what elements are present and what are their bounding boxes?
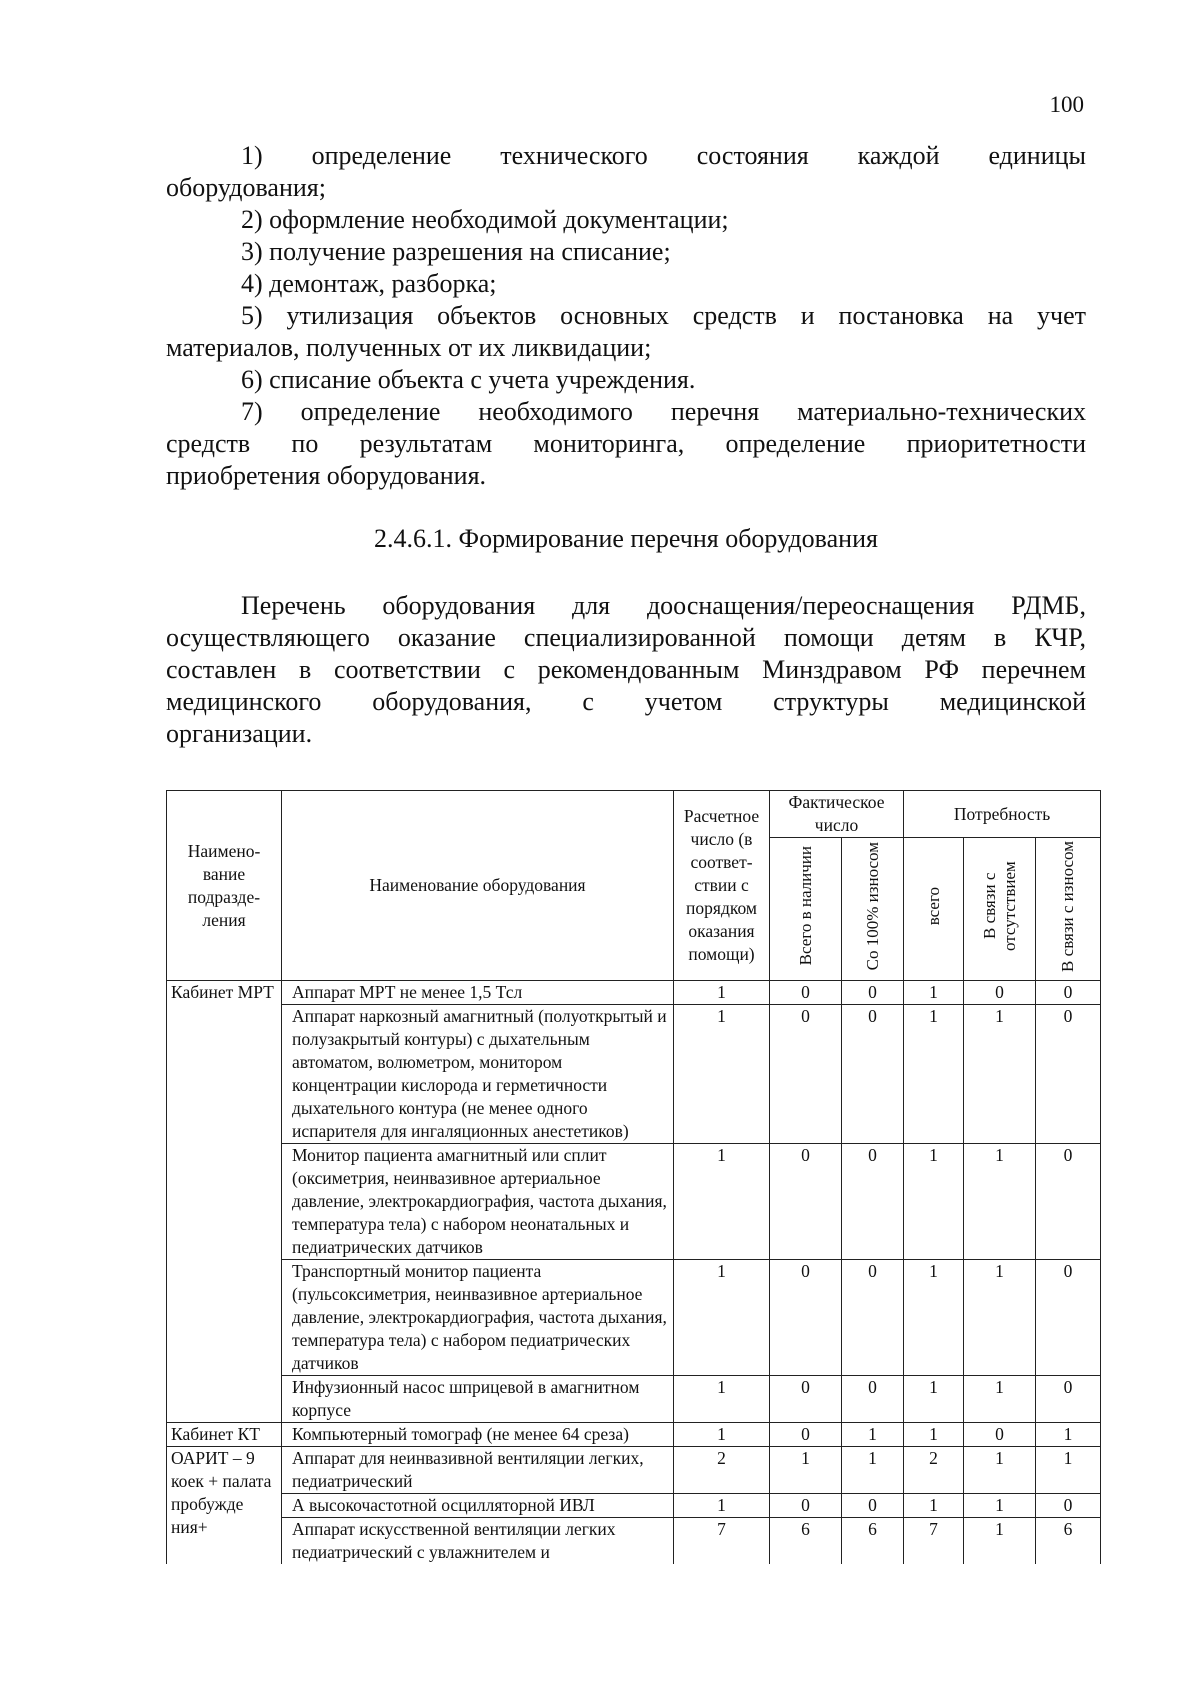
intro-paragraph xyxy=(166,590,1086,750)
list-item-line: 6) списание объекта с учета учреждения. xyxy=(241,365,696,394)
calc-cell: 1 xyxy=(674,1494,770,1518)
calc-cell: 1 xyxy=(674,1376,770,1423)
wear-cell: 0 xyxy=(1036,1260,1101,1376)
equipment-name: Компьютерный томограф (не менее 64 среза) xyxy=(282,1423,674,1447)
wear-cell: 0 xyxy=(1036,1144,1101,1260)
header-actual-total-text: Всего в наличии xyxy=(795,846,815,966)
division-cell: Кабинет МРТ xyxy=(167,981,282,1423)
header-need-wear xyxy=(1036,838,1101,981)
table-row xyxy=(167,1447,1101,1494)
header-need: Потребность xyxy=(904,791,1101,838)
wear-cell: 0 xyxy=(1036,1376,1101,1423)
equipment-name: А высокочастотной осцилляторной ИВЛ xyxy=(282,1494,674,1518)
need-cell: 1 xyxy=(904,1376,964,1423)
have-cell: 1 xyxy=(770,1447,842,1494)
header-division: Наимено-вание подразде-ления xyxy=(167,791,282,981)
header-calculated: Расчетное число (в соответ-ствии с порядком оказания помощи) xyxy=(674,791,770,981)
table-row xyxy=(167,981,1101,1005)
worn-cell: 0 xyxy=(842,1376,904,1423)
equipment-name: Монитор пациента амагнитный или сплит (оксиметрия, неинвазивное артериальное давление, электрокардиография, частота дыхания, температура тела) с набором неонатальных и педиатрических датчиков xyxy=(282,1144,674,1260)
need-cell: 1 xyxy=(904,981,964,1005)
wear-cell: 0 xyxy=(1036,981,1101,1005)
worn-cell: 6 xyxy=(842,1518,904,1565)
worn-cell: 1 xyxy=(842,1447,904,1494)
have-cell: 0 xyxy=(770,1005,842,1144)
list-item-line: оборудования; xyxy=(166,173,326,202)
table-row xyxy=(167,1376,1101,1423)
need-cell: 2 xyxy=(904,1447,964,1494)
table-row xyxy=(167,1423,1101,1447)
absent-cell: 1 xyxy=(964,1518,1036,1565)
header-actual-worn-text: Со 100% износом xyxy=(862,841,882,971)
need-cell: 1 xyxy=(904,1005,964,1144)
list-item-line: 4) демонтаж, разборка; xyxy=(241,269,497,298)
list-item-5 xyxy=(166,300,1086,364)
have-cell: 0 xyxy=(770,1423,842,1447)
intro-line: составлен в соответствии с рекомендованным Минздравом РФ перечнем xyxy=(166,655,1086,684)
list-item-6 xyxy=(166,364,1086,396)
list-item-7 xyxy=(166,396,1086,492)
intro-line: осуществляющего оказание специализированной помощи детям в КЧР, xyxy=(166,623,1086,652)
page-number: 100 xyxy=(1049,92,1084,117)
intro-line: медицинского оборудования, с учетом структуры медицинской xyxy=(166,687,1086,716)
division-cell: ОАРИТ – 9 коек + палата пробужде ния+ xyxy=(167,1447,282,1565)
have-cell: 0 xyxy=(770,1376,842,1423)
need-cell: 1 xyxy=(904,1494,964,1518)
table-row xyxy=(167,1144,1101,1260)
need-cell: 1 xyxy=(904,1144,964,1260)
equipment-name: Аппарат для неинвазивной вентиляции легких, педиатрический xyxy=(282,1447,674,1494)
list-item-line: материалов, полученных от их ликвидации; xyxy=(166,333,652,362)
worn-cell: 1 xyxy=(842,1423,904,1447)
list-item-4 xyxy=(166,268,1086,300)
list-item-line: приобретения оборудования. xyxy=(166,461,487,490)
header-need-total-text: всего xyxy=(923,886,943,926)
wear-cell: 1 xyxy=(1036,1447,1101,1494)
header-actual: Фактическое число xyxy=(770,791,904,838)
wear-cell: 0 xyxy=(1036,1494,1101,1518)
worn-cell: 0 xyxy=(842,1494,904,1518)
have-cell: 0 xyxy=(770,1144,842,1260)
header-actual-total xyxy=(770,838,842,981)
equipment-name: Аппарат МРТ не менее 1,5 Тсл xyxy=(282,981,674,1005)
calc-cell: 1 xyxy=(674,1144,770,1260)
need-cell: 1 xyxy=(904,1260,964,1376)
table-row xyxy=(167,1518,1101,1565)
equipment-name: Аппарат искусственной вентиляции легких педиатрический с увлажнителем и xyxy=(282,1518,674,1565)
absent-cell: 1 xyxy=(964,1447,1036,1494)
absent-cell: 1 xyxy=(964,1494,1036,1518)
have-cell: 6 xyxy=(770,1518,842,1565)
absent-cell: 1 xyxy=(964,1144,1036,1260)
have-cell: 0 xyxy=(770,1260,842,1376)
calc-cell: 1 xyxy=(674,981,770,1005)
list-item-1 xyxy=(166,140,1086,204)
division-cell: Кабинет КТ xyxy=(167,1423,282,1447)
have-cell: 0 xyxy=(770,981,842,1005)
equipment-table xyxy=(166,790,1101,1564)
equipment-name: Аппарат наркозный амагнитный (полуоткрытый и полузакрытый контуры) с дыхательным автоматом, волюметром, монитором концентрации кислорода и герметичности дыхательного контура (не менее одного испарителя для ингаляционных анестетиков) xyxy=(282,1005,674,1144)
header-need-absence xyxy=(964,838,1036,981)
header-need-absence-text: В связи с отсутствием xyxy=(979,861,1019,951)
calc-cell: 1 xyxy=(674,1005,770,1144)
wear-cell: 6 xyxy=(1036,1518,1101,1565)
equipment-name: Транспортный монитор пациента (пульсоксиметрия, неинвазивное артериальное давление, электрокардиография, частота дыхания, температура тела) с набором педиатрических датчиков xyxy=(282,1260,674,1376)
list-item-3 xyxy=(166,236,1086,268)
list-item-line: средств по результатам мониторинга, определение приоритетности xyxy=(166,429,1086,458)
need-cell: 7 xyxy=(904,1518,964,1565)
calc-cell: 7 xyxy=(674,1518,770,1565)
wear-cell: 0 xyxy=(1036,1005,1101,1144)
list-item-line: 5) утилизация объектов основных средств и постановка на учет xyxy=(241,301,1086,330)
table-row xyxy=(167,1260,1101,1376)
section-heading: 2.4.6.1. Формирование перечня оборудования xyxy=(374,524,878,553)
table-row xyxy=(167,1005,1101,1144)
need-cell: 1 xyxy=(904,1423,964,1447)
intro-line: организации. xyxy=(166,719,313,748)
list-item-line: 2) оформление необходимой документации; xyxy=(241,205,729,234)
header-actual-worn xyxy=(842,838,904,981)
table-row xyxy=(167,1494,1101,1518)
intro-line: Перечень оборудования для дооснащения/переоснащения РДМБ, xyxy=(241,591,1086,620)
worn-cell: 0 xyxy=(842,981,904,1005)
absent-cell: 1 xyxy=(964,1005,1036,1144)
list-item-2 xyxy=(166,204,1086,236)
list-item-line: 1) определение технического состояния каждой единицы xyxy=(241,141,1086,170)
absent-cell: 0 xyxy=(964,1423,1036,1447)
worn-cell: 0 xyxy=(842,1260,904,1376)
calc-cell: 2 xyxy=(674,1447,770,1494)
header-need-total xyxy=(904,838,964,981)
absent-cell: 1 xyxy=(964,1376,1036,1423)
absent-cell: 1 xyxy=(964,1260,1036,1376)
header-equipment: Наименование оборудования xyxy=(282,791,674,981)
wear-cell: 1 xyxy=(1036,1423,1101,1447)
have-cell: 0 xyxy=(770,1494,842,1518)
header-need-wear-text: В связи с износом xyxy=(1058,840,1078,972)
list-item-line: 7) определение необходимого перечня материально-технических xyxy=(241,397,1086,426)
worn-cell: 0 xyxy=(842,1005,904,1144)
calc-cell: 1 xyxy=(674,1260,770,1376)
worn-cell: 0 xyxy=(842,1144,904,1260)
absent-cell: 0 xyxy=(964,981,1036,1005)
list-item-line: 3) получение разрешения на списание; xyxy=(241,237,671,266)
calc-cell: 1 xyxy=(674,1423,770,1447)
equipment-name: Инфузионный насос шприцевой в амагнитном корпусе xyxy=(282,1376,674,1423)
